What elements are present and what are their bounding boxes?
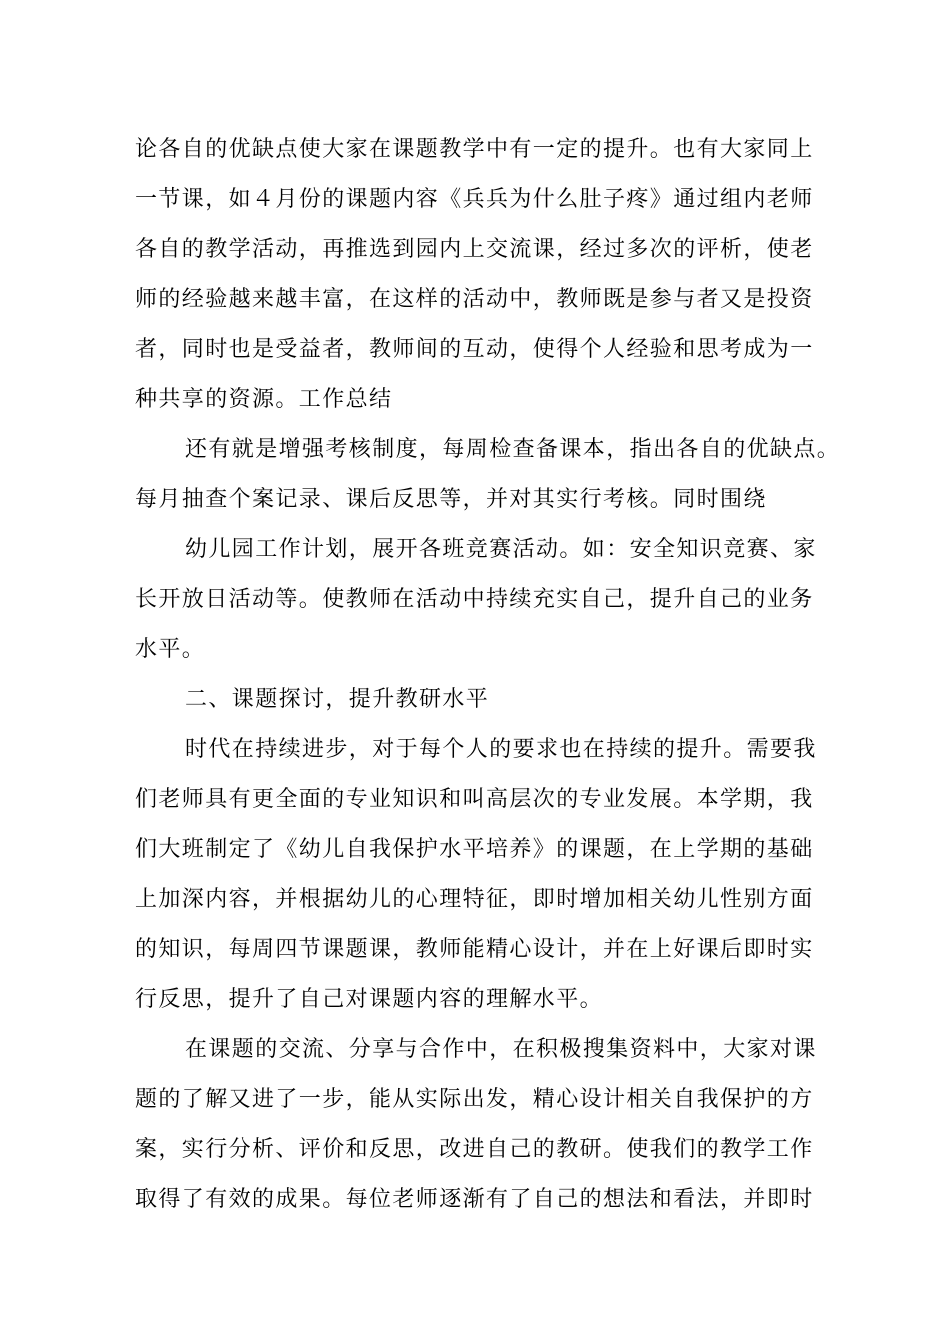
text-line: 幼儿园工作计划，展开各班竞赛活动。如：安全知识竞赛、家: [185, 537, 817, 562]
text-line: 在课题的交流、分享与合作中，在积极搜集资料中，大家对课: [185, 1037, 817, 1062]
text-line: 论各自的优缺点使大家在课题教学中有一定的提升。也有大家同上: [135, 137, 814, 162]
text-line: 的知识，每周四节课题课，教师能精心设计，并在上好课后即时实: [135, 937, 814, 962]
section-heading: 二、课题探讨，提升教研水平: [185, 687, 490, 712]
text-line: 者，同时也是受益者，教师间的互动，使得个人经验和思考成为一: [135, 337, 814, 362]
text-line: 师的经验越来越丰富，在这样的活动中，教师既是参与者又是投资: [135, 287, 814, 312]
text-line: 题的了解又进了一步，能从实际出发，精心设计相关自我保护的方: [135, 1087, 814, 1112]
text-line: 还有就是增强考核制度，每周检查备课本，指出各自的优缺点。: [185, 437, 841, 462]
text-line: 们大班制定了《幼儿自我保护水平培养》的课题，在上学期的基础: [135, 837, 814, 862]
text-line: 行反思，提升了自己对课题内容的理解水平。: [135, 987, 604, 1012]
text-line: 水平。: [135, 637, 206, 662]
text-line: 一节课，如４月份的课题内容《兵兵为什么肚子疼》通过组内老师: [135, 187, 814, 212]
text-line: 们老师具有更全面的专业知识和叫高层次的专业发展。本学期，我: [135, 787, 814, 812]
text-line: 各自的教学活动，再推选到园内上交流课，经过多次的评析，使老: [135, 237, 814, 262]
text-line: 案，实行分析、评价和反思，改进自己的教研。使我们的教学工作: [135, 1137, 814, 1162]
text-line: 每月抽查个案记录、课后反思等，并对其实行考核。同时围绕: [135, 487, 767, 512]
text-line: 时代在持续进步，对于每个人的要求也在持续的提升。需要我: [185, 737, 817, 762]
text-line: 上加深内容，并根据幼儿的心理特征，即时增加相关幼儿性别方面: [135, 887, 814, 912]
text-line: 取得了有效的成果。每位老师逐渐有了自己的想法和看法，并即时: [135, 1187, 814, 1212]
text-line: 长开放日活动等。使教师在活动中持续充实自己，提升自己的业务: [135, 587, 814, 612]
text-line: 种共享的资源。工作总结: [135, 387, 393, 412]
